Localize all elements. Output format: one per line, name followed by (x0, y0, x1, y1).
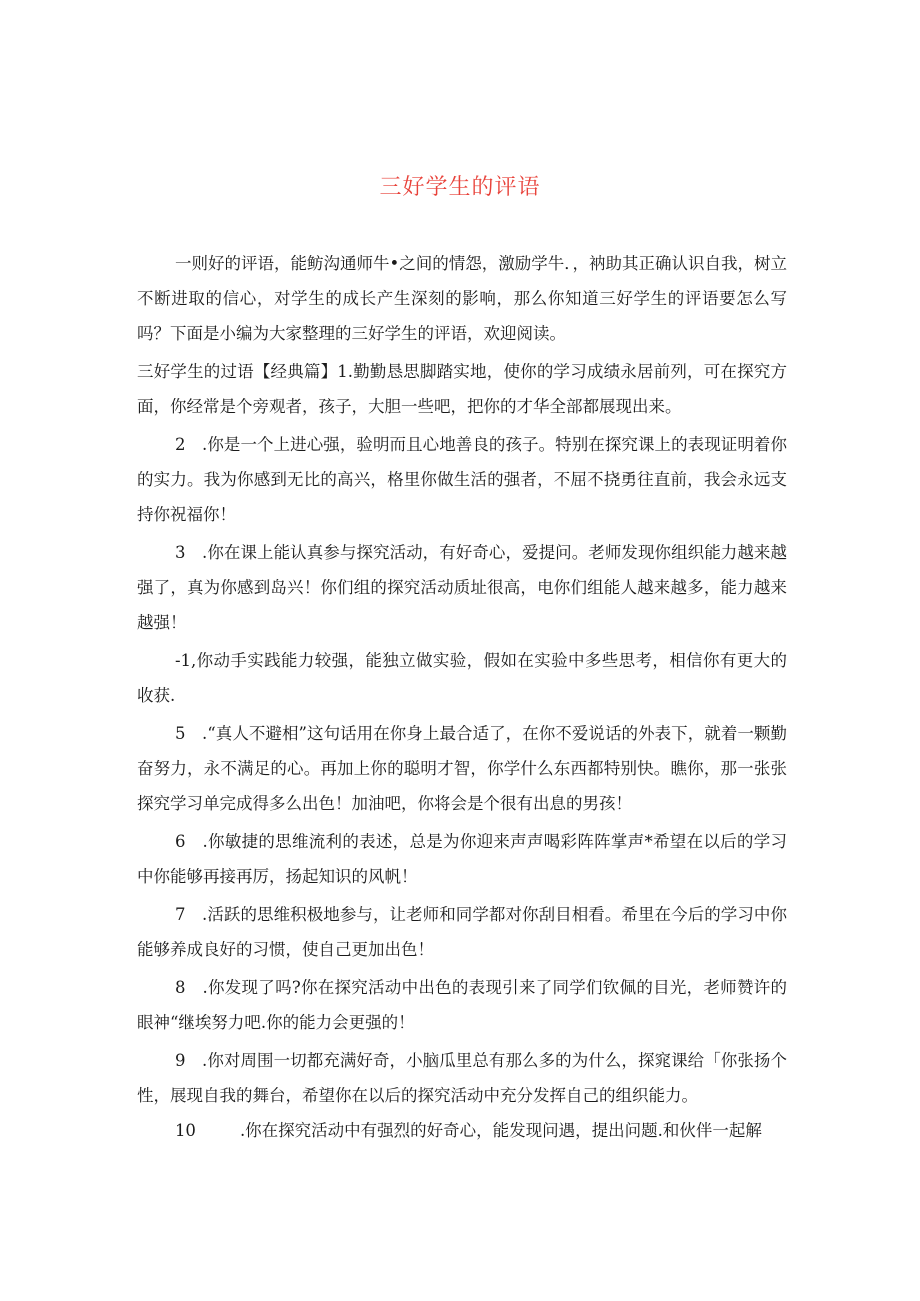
comment-paragraph-2: 2 .你是一个上进心强，验明而且心地善良的孩子。特别在探究课上的表现证明着你的实力。我为你感到无比的高兴，格里你做生活的强者，不屈不挠勇往直前，我会永远支持你祝福你！ (137, 435, 787, 524)
comment-number-10: 10 (174, 1121, 196, 1140)
comment-paragraph-6: 6 .你敏捷的思维流利的表述，总是为你迎来声声喝彩阵阵掌声*希望在以后的学习中你能够再接再厉，扬起知识的风帆！ (137, 832, 787, 886)
document-title: 三好学生的评语 (379, 175, 541, 200)
comment-paragraph-8: 8 .你发现了吗?你在探究活动中出色的表现引来了同学们钦佩的目光，老师赞许的眼神“继埃努力吧.你的能力会更强的！ (137, 978, 787, 1032)
comment-paragraph-4: -1,你动手实践能力较强，能独立做实验，假如在实验中多些思考，相信你有更大的收获. (137, 651, 787, 705)
intro-paragraph: 一则好的评语，能鲂沟通师牛•之间的情怨，激励学牛．，衲助其正确认识自我，树立不断进取的信心，对学生的成长产生深刻的影响，那么你知道三好学生的评语要怎么写吗？下面是小编为大家整理的三好学生的评语，欢迎阅读。 (137, 254, 787, 343)
comment-text-10: .你在探究活动中有强烈的好奇心，能发现问遇，提出问题.和伙伴一起解 (239, 1121, 762, 1140)
comment-paragraph-9: 9 .你对周围一切都充满好奇，小脑瓜里总有那么多的为什么，探窕课给「你张扬个性，展现自我的舞台，希望你在以后的探究活动中充分发挥自己的组织能力。 (137, 1051, 787, 1105)
comment-paragraph-7: 7 .活跃的思维积极地参与，让老师和同学都对你刮目相看。希里在今后的学习中你能够养成良好的习惯，使自己更加出色！ (137, 905, 787, 959)
document-body (137, 246, 787, 1151)
comment-paragraph-10 (137, 1113, 787, 1148)
comment-paragraph-5: 5 .“真人不避相”这句话用在你身上最合适了，在你不爱说话的外表下，就着一颗勤奋努力，永不满足的心。再加上你的聪明才智，你学什么东西都特别快。瞧你，那一张张探究学习单完成得多么出色！加油吧，你将会是个很有出息的男孩！ (137, 724, 787, 813)
comment-paragraph-3: 3 .你在课上能认真参与探究活动，有好奇心，爱提问。老师发现你组织能力越来越强了，真为你感到岛兴！你们组的探究活动质址很高，电你们组能人越来越多，能力越来越强！ (137, 543, 787, 632)
comment-paragraph-1: 三好学生的过语【经典篇】1.勤勤恳思脚踏实地，使你的学习成绩永居前列，可在探究方面，你经常是个旁观者，孩子，大胆一些吧，把你的才华全部都展现出来。 (137, 362, 787, 416)
